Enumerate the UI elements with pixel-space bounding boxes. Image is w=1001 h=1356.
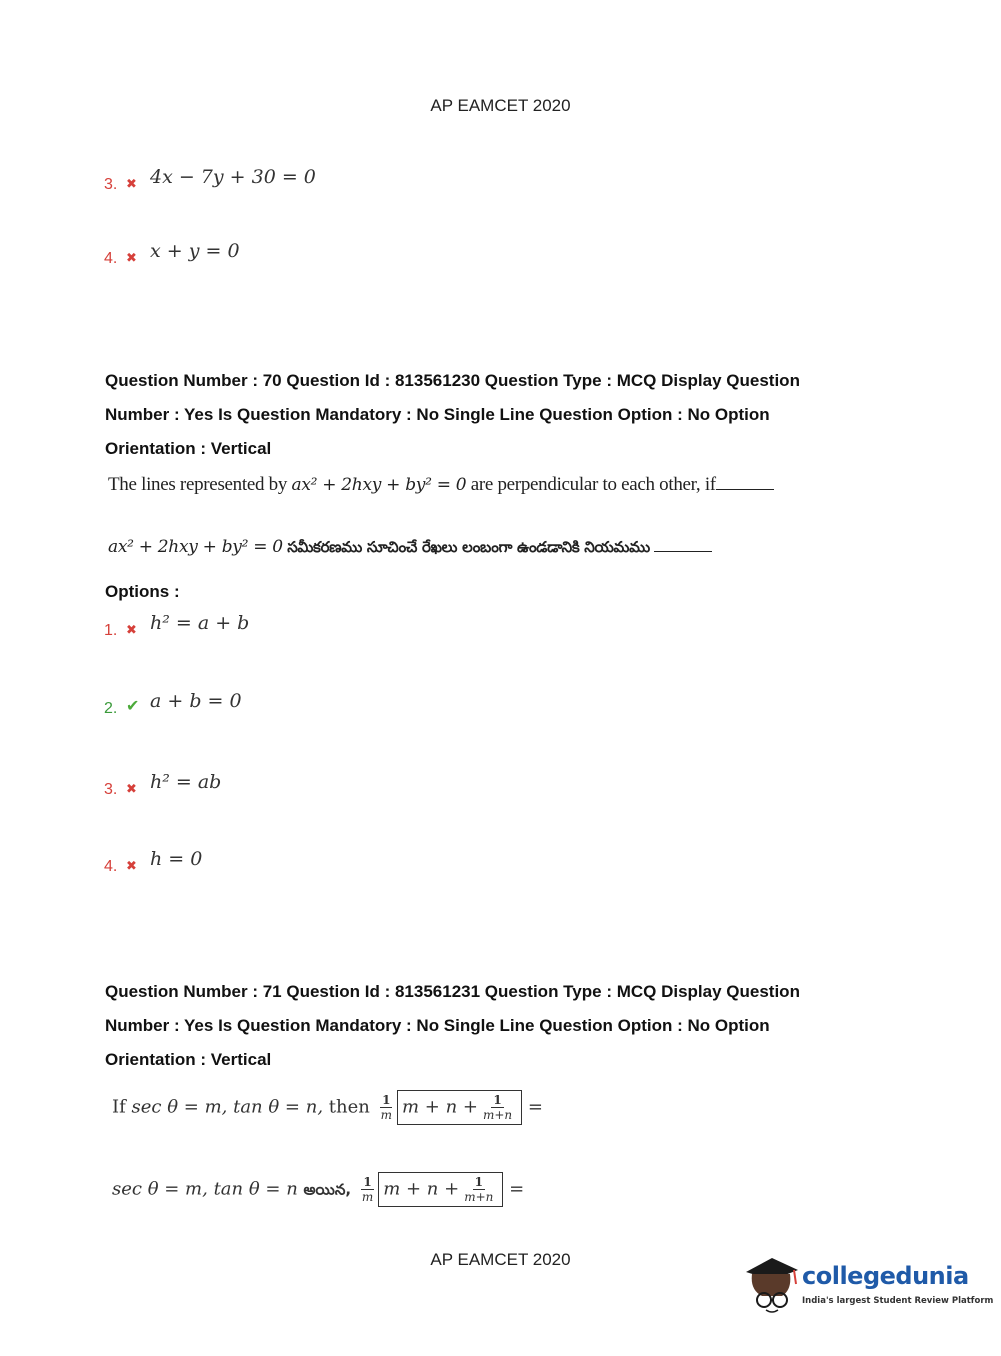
options-label: Options : [105,582,180,601]
q71-then: then [328,1096,370,1118]
option-number: 1. [104,622,118,639]
q70-text-post: are perpendicular to each other, if [470,474,716,495]
fraction-one-over-m: $\frac{1}{m}$ [380,1093,392,1122]
answer-blank [654,537,712,552]
option-number: 3. [104,781,118,798]
bracket-expression: m + n + $\frac{1}{m+n}$ [378,1172,503,1207]
fraction-one-over-m-plus-n: $\frac{1}{m+n}$ [464,1175,494,1204]
cross-icon: ✖ [126,858,137,873]
q70-meta-line1: Question Number : 70 Question Id : 813561230 Question Type : MCQ Display Question [105,371,800,390]
q70-equation-te: ax² + 2hxy + by² = 0 [108,537,283,557]
equals-sign: = [527,1096,543,1118]
fraction-one-over-m-plus-n: $\frac{1}{m+n}$ [482,1093,513,1122]
q70-metadata [105,364,865,466]
option-number: 4. [104,858,118,875]
page-header: AP EAMCET 2020 [430,96,571,115]
option-number: 2. [104,700,118,717]
q70-telugu-text: సమీకరణము సూచించే రేఖలు లంబంగా ఉండడానికి నియమము [287,538,650,556]
option-math: a + b = 0 [150,690,242,712]
q71-telugu-suffix: అయిన, [303,1180,352,1199]
collegedunia-logo [742,1250,994,1320]
q70-option-1 [104,612,250,640]
q71-meta-line1: Question Number : 71 Question Id : 813561231 Question Type : MCQ Display Question [105,982,800,1001]
q70-meta-line3: Orientation : Vertical [105,439,272,458]
logo-tagline: India's largest Student Review Platform [802,1296,994,1306]
option-number: 3. [104,176,118,193]
q70-option-4 [104,848,203,876]
q70-equation: ax² + 2hxy + by² = 0 [291,475,467,495]
option-math: h = 0 [150,848,203,870]
q71-metadata [105,975,865,1077]
q70-text-telugu [108,536,712,560]
q71-text-telugu [112,1172,524,1207]
q70-text-pre: The lines represented by [108,474,288,495]
q71-if: If [112,1096,126,1118]
option-math: x + y = 0 [150,240,240,262]
page-footer: AP EAMCET 2020 [430,1250,571,1269]
q70-option-2 [104,690,242,718]
fraction-one-over-m: $\frac{1}{m}$ [361,1175,374,1204]
q71-meta-line3: Orientation : Vertical [105,1050,272,1069]
option-math: h² = a + b [150,612,250,634]
cross-icon: ✖ [126,250,137,265]
option-number: 4. [104,250,118,267]
option-math: 4x − 7y + 30 = 0 [150,166,316,188]
check-icon: ✔ [126,698,140,715]
option-4-prev [104,240,240,268]
bracket-expression: m + n + $\frac{1}{m+n}$ [397,1090,522,1125]
cross-icon: ✖ [126,176,137,191]
mascot-icon [742,1250,800,1320]
option-math: h² = ab [150,771,222,793]
q71-condition-te: sec θ = m, tan θ = n [112,1178,298,1200]
cross-icon: ✖ [126,781,137,796]
option-3-prev [104,166,316,194]
q71-condition: sec θ = m, tan θ = n, [131,1096,324,1118]
cross-icon: ✖ [126,622,137,637]
q70-option-3 [104,771,222,799]
q71-text-english [112,1090,543,1125]
equals-sign: = [509,1178,525,1200]
q70-text-english [108,474,774,496]
logo-name: collegedunia [802,1262,969,1290]
q70-meta-line2: Number : Yes Is Question Mandatory : No Single Line Question Option : No Option [105,405,770,424]
answer-blank [716,475,774,490]
q71-meta-line2: Number : Yes Is Question Mandatory : No Single Line Question Option : No Option [105,1016,770,1035]
